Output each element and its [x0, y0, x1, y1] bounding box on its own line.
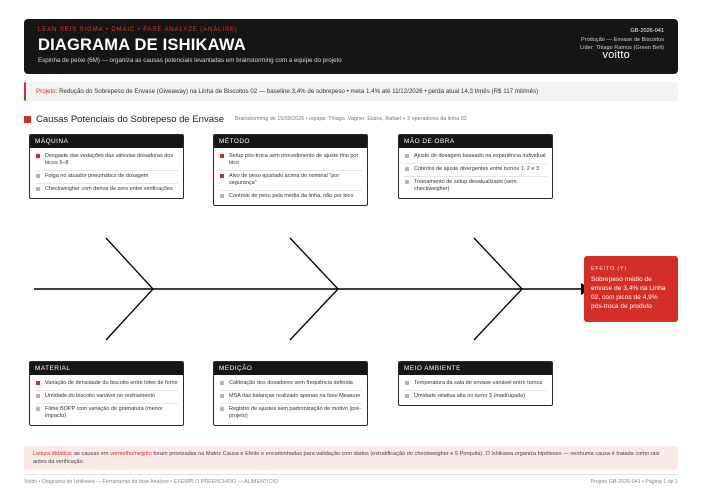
section-title: Causas Potenciais do Sobrepeso de Envase [36, 113, 225, 125]
page-subtitle: Espinha de peixe (6M) — organiza as causas potenciais levantadas em brainstorming com a equipe do projeto [38, 57, 342, 64]
card-title: MEDIÇÃO [214, 362, 367, 375]
cause-list [214, 148, 367, 205]
bone-maquina [106, 238, 153, 289]
cause-item: Controle de peso pela média da linha, não por bico [219, 191, 362, 203]
voitto-logo: voitto [602, 49, 630, 61]
cause-item: Umidade do biscoito variável no resfriamento [35, 391, 178, 404]
bone-mao-de-obra [474, 238, 522, 289]
footer-left: Voitto • Diagrama de Ishikawa — Ferramenta da fase Analyze • EXEMPLO PREENCHIDO — ALIMENTÍCIO [24, 479, 278, 485]
effect-label: EFEITO (Y) [591, 266, 627, 272]
project-text: Redução do Sobrepeso de Envase (Giveaway) na Linha de Biscoitos 02 — baseline 3,4% de sobrepeso • meta 1,4% até 11/12/2026 • perda atual 14,3 t/mês (R$ 117 mil/mês) [59, 88, 539, 95]
card-meio-ambiente [398, 361, 553, 406]
card-material [29, 361, 184, 426]
cause-item: Desgaste das vedações das válvulas dosadoras dos bicos 5–8 [35, 151, 178, 171]
cause-item: Umidade relativa alta no turno 3 (madrugada) [404, 391, 547, 403]
card-title: MÁQUINA [30, 135, 183, 148]
card-title: MATERIAL [30, 362, 183, 375]
cause-item: Registro de ajustes sem padronização de motivo (pré-projeto) [219, 404, 362, 423]
bone-material [106, 289, 153, 340]
page-footer [24, 474, 678, 485]
effect-box [584, 256, 678, 322]
cause-item: Setup pós-troca sem procedimento de ajuste fino por bico [219, 151, 362, 171]
header-eyebrow: LEAN SEIS SIGMA • DMAIC • FASE ANALYZE (ANÁLISE) [38, 27, 238, 33]
section-note: Brainstorming de 15/09/2026 • equipe: Thiago, Vagner, Elaine, Rafael + 2 operadores da linha 02 [235, 116, 467, 122]
cause-item: Critérios de ajuste divergentes entre turnos 1, 2 e 3 [404, 164, 547, 177]
cause-item: Checkweigher com deriva de zero entre verificações [35, 184, 178, 196]
note-text-2: foram priorizadas na Matriz Causa e Efeito e encaminhadas para validação com dados (estratificação do checkweigher e 5 Porquês). O Ishikawa organiza hipóteses — nenhuma causa é tratada como raiz antes da verificação. [33, 451, 660, 466]
bone-meio-ambiente [474, 289, 522, 340]
didactic-note [24, 446, 678, 470]
project-code: GB-2026-041 [630, 28, 664, 34]
cause-list [399, 148, 552, 198]
note-label: Leitura didática: [33, 451, 73, 457]
bone-medicao [290, 289, 338, 340]
cause-list [30, 375, 183, 425]
project-leader: Líder: Thiago Ramos (Green Belt) [579, 45, 664, 51]
cause-item: MSA das balanças realizado apenas na fase Measure [219, 391, 362, 404]
cause-item: Variação de densidade do biscoito entre lotes de forno [35, 378, 178, 391]
cause-item: Alvo de peso ajustado acima do nominal "por segurança" [219, 171, 362, 191]
footer-right: Projeto GB-2026-041 • Página 1 de 1 [590, 479, 678, 485]
cause-item: Temperatura da sala de envase variável entre turnos [404, 378, 547, 391]
card-title: MEIO AMBIENTE [399, 362, 552, 375]
note-highlight: vermelho/negrito [110, 451, 152, 457]
cause-item: Calibração dos dosadores sem frequência definida [219, 378, 362, 391]
cause-item: Filme BOPP com variação de gramatura (menor impacto) [35, 404, 178, 423]
cause-item: Folga no atuador pneumático de dosagem [35, 171, 178, 184]
card-mao-de-obra [398, 134, 553, 199]
card-medicao [213, 361, 368, 426]
card-metodo [213, 134, 368, 206]
bone-metodo [290, 238, 338, 289]
cause-list [214, 375, 367, 425]
card-title: MÃO DE OBRA [399, 135, 552, 148]
project-label: Projeto: [36, 88, 58, 95]
project-area: Produção — Envase de Biscoitos [580, 36, 664, 43]
page-title: DIAGRAMA DE ISHIKAWA [38, 36, 246, 54]
cause-item: Treinamento de setup desatualizado (sem checkweigher) [404, 177, 547, 196]
note-text-1: as causas em [74, 451, 109, 457]
effect-text: Sobrepeso médio de envase de 3,4% na Linha 02, com picos de 4,9% pós-troca de produto [591, 276, 666, 310]
cause-item: Ajuste de dosagem baseado na experiência individual [404, 151, 547, 164]
card-title: MÉTODO [214, 135, 367, 148]
card-maquina [29, 134, 184, 199]
cause-list [30, 148, 183, 198]
cause-list [399, 375, 552, 405]
